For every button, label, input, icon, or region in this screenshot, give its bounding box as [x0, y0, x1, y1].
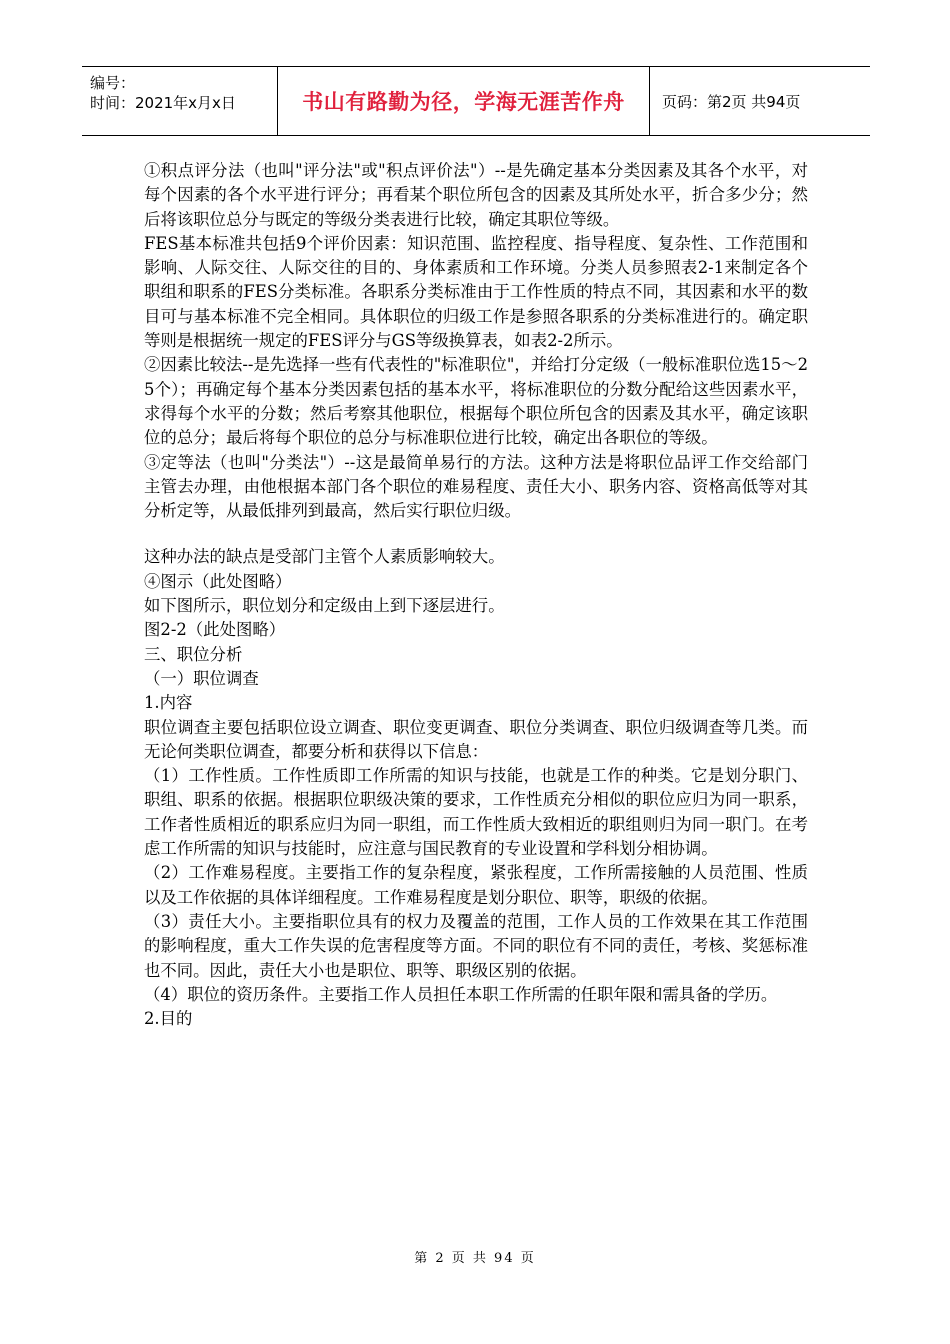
- page-footer: [0, 1247, 950, 1266]
- item-heading: 1.内容: [144, 693, 193, 713]
- section-heading: 三、职位分析: [144, 644, 243, 664]
- footer-page-number: 第 2 页 共 94 页: [414, 1251, 536, 1266]
- header-meta: [82, 67, 278, 135]
- paragraph: 图2-2（此处图略）: [144, 620, 286, 640]
- code-label: 编号：: [90, 74, 136, 92]
- paragraph: 如下图所示，职位划分和定级由上到下逐层进行。: [144, 596, 505, 616]
- time-label: 时间：2021年x月x日: [90, 94, 236, 112]
- paragraph: FES基本标准共包括9个评价因素：知识范围、监控程度、指导程度、复杂性、工作范围和影响、人际交往、人际交往的目的、身体素质和工作环境。分类人员参照表2-1来制定各个职组和职系的FES分类标准。各职系分类标准由于工作性质的特点不同，其因素和水平的数目可与基本标准不完全相同。具体职位的归级工作是参照各职系的分类标准进行的。确定职等则是根据统一规定的FES评分与GS等级换算表，如表2-2所示。: [144, 233, 808, 351]
- motto: 书山有路勤为径，学海无涯苦作舟: [278, 67, 650, 135]
- item-heading: 2.目的: [144, 1009, 193, 1029]
- page-info: 页码：第2页 共94页: [662, 92, 801, 111]
- page-header: [82, 66, 870, 136]
- paragraph: （4）职位的资历条件。主要指工作人员担任本职工作所需的任职年限和需具备的学历。: [144, 984, 778, 1004]
- paragraph: ③定等法（也叫"分类法"）--这是最简单易行的方法。这种方法是将职位品评工作交给部门主管去办理，由他根据本部门各个职位的难易程度、责任大小、职务内容、资格高低等对其分析定等，从最低排列到最高，然后实行职位归级。: [144, 452, 808, 521]
- paragraph: ②因素比较法--是先选择一些有代表性的"标准职位"，并给打分定级（一般标准职位选15～25个）；再确定每个基本分类因素包括的基本水平，将标准职位的分数分配给这些因素水平，求得每个水平的分数；然后考察其他职位，根据每个职位所包含的因素及其水平，确定该职位的总分；最后将每个职位的总分与标准职位进行比较，确定出各职位的等级。: [144, 355, 808, 448]
- paragraph: （3）责任大小。主要指职位具有的权力及覆盖的范围，工作人员的工作效果在其工作范围的影响程度，重大工作失误的危害程度等方面。不同的职位有不同的责任，考核、奖惩标准也不同。因此，责任大小也是职位、职等、职级区别的依据。: [144, 911, 808, 980]
- paragraph: （1）工作性质。工作性质即工作所需的知识与技能，也就是工作的种类。它是划分职门、职组、职系的依据。根据职位职级决策的要求，工作性质充分相似的职位应归为同一职系，工作者性质相近的职系应归为同一职组，而工作性质大致相近的职组则归为同一职门。在考虑工作所需的知识与技能时，应注意与国民教育的专业设置和学科划分相协调。: [144, 766, 808, 859]
- paragraph: ①积点评分法（也叫"评分法"或"积点评价法"）--是先确定基本分类因素及其各个水平，对每个因素的各个水平进行评分；再看某个职位所包含的因素及其所处水平，折合多少分；然后将该职位总分与既定的等级分类表进行比较，确定其职位等级。: [144, 161, 808, 229]
- paragraph: ④图示（此处图略）: [144, 571, 292, 591]
- document-body: [144, 159, 808, 1031]
- paragraph: 职位调查主要包括职位设立调查、职位变更调查、职位分类调查、职位归级调查等几类。而无论何类职位调查，都要分析和获得以下信息：: [144, 717, 808, 761]
- paragraph: 这种办法的缺点是受部门主管个人素质影响较大。: [144, 547, 505, 567]
- paragraph: （2）工作难易程度。主要指工作的复杂程度，紧张程度，工作所需接触的人员范围、性质以及工作依据的具体详细程度。工作难易程度是划分职位、职等，职级的依据。: [144, 863, 808, 907]
- subsection-heading: （一）职位调查: [144, 668, 259, 688]
